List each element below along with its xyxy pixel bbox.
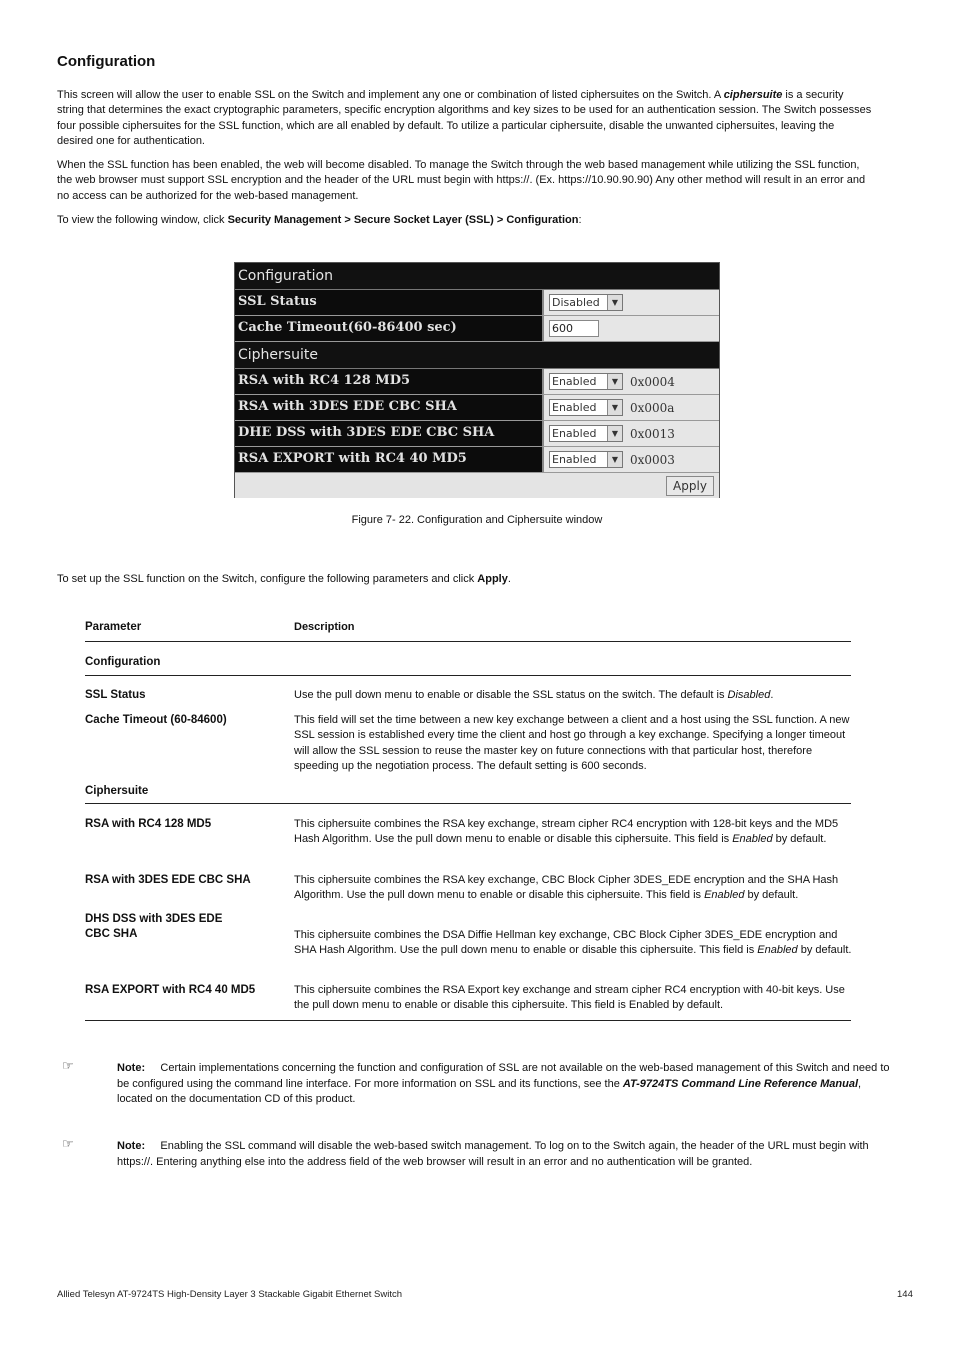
suite-row [235,447,719,473]
ssl-paragraph: When the SSL function has been enabled, the web will become disabled. To manage the Switch through the web based management while utilizing the SSL function, the web browser must support SSL encryption and the header of the URL must begin with https://. (Ex. https://10.90.90.90) Any other method will result in an error and no access can be authorized for the web-based management. [57,159,866,202]
page-number: 144 [897,1289,913,1300]
cache-timeout-input[interactable]: 600 [549,320,599,337]
suite-select[interactable]: Enabled ▼ [549,399,623,416]
term-ciphersuite: ciphersuite [723,89,783,101]
intro-paragraph: This screen will allow the user to enable SSL on the Switch and implement any one or combination of listed ciphersuites on the Switch. A ciphersuite is a security string that determines the exact cryptographic parameters, specific encryption algorithms and key sizes to be used for an authentication session. The Switch possesses four possible ciphersuites for the SSL function, which are all enabled by default. To utilize a particular ciphersuite, disable the unwanted ciphersuites, leaving the desired one for authentication. [57,89,872,147]
section-heading: Configuration [57,53,156,70]
suite-label: RSA EXPORT with RC4 40 MD5 [235,447,544,472]
ssl-configuration-window [234,262,720,498]
apply-button[interactable]: Apply [666,476,714,496]
navigation-paragraph: To view the following window, click Security Management > Secure Socket Layer (SSL) > Configuration: [57,214,582,226]
column-header-description: Description [294,621,355,633]
suite-select[interactable]: Enabled ▼ [549,425,623,442]
footer-title: Allied Telesyn AT-9724TS High-Density Layer 3 Stackable Gigabit Ethernet Switch [57,1289,402,1300]
suite-code: 0x0013 [630,426,675,441]
cache-timeout-row [235,316,719,342]
suite-label: RSA with 3DES EDE CBC SHA [235,395,544,420]
window-header-ciphersuite: Ciphersuite [235,342,719,369]
chevron-down-icon: ▼ [607,295,622,310]
ssl-status-select[interactable]: Disabled ▼ [549,294,623,311]
suite-code: 0x000a [630,400,675,415]
chevron-down-icon: ▼ [607,426,622,441]
document-page: Configuration This screen will allow the user to enable SSL on the Switch and implement any one or combination of listed ciphersuites on the Switch. A ciphersuite is a security string that determines the exact cryptographic parameters, specific encryption algorithms and key sizes to be used for an authentication session. The Switch possesses four possible ciphersuites for the SSL function, which are all enabled by default. To utilize a particular ciphersuite, disable the unwanted ciphersuites, leaving the desired one for authentication. When the SSL function has been enabled, the web will become disabled. To manage the Switch through the web based management while utilizing the SSL function, the web browser must support SSL encryption and the header of the URL must begin with https://. (Ex. https://10.90.90.90) Any other method will result in an error and no access can be authorized for the web-based management. To view the following window, click Security Management > Secure Socket Layer (SSL) > Configuration: Configuration SSL Status Disabled ▼ Cache Timeout(60-86400 sec) 600 Ciphersuite RSA with RC4 128 MD5 Enabled ▼ 0x0004 RSA with 3DES EDE CBC SHA Enabled ▼ 0x000a DHE DSS with 3DES EDE CBC SHA Enabled ▼ 0x0013 RSA EXPORT with RC4 40 MD5 Enabled ▼ 0x0003 Apply Figure 7- 22. Configuration and Ciphersuite window To set up the SSL function on the Switch, configure the following parameters and click Apply. Parameter Description Configuration SSL Status Use the pull down menu to enable or disable the SSL status on the switch. The default is Disabled. Cache Timeout (60-84600) This field will set the time between a new key exchange between a client and a host using the SSL function. A new SSL session is established every time the client and host go through a key exchange. Specifying a longer timeout will allow the SSL session to reuse the master key on future connections with that particular host, therefore speeding up the negotiation process. The default setting is 600 seconds. Ciphersuite RSA with RC4 128 MD5 This ciphersuite combines the RSA key exchange, stream cipher RC4 encryption with 128-bit keys and the MD5 Hash Algorithm. Use the pull down menu to enable or disable this ciphersuite. This field is Enabled by default. RSA with 3DES EDE CBC SHA This ciphersuite combines the RSA key exchange, CBC Block Cipher 3DES_EDE encryption and the SHA Hash Algorithm. Use the pull down menu to enable or disable this ciphersuite. This field is Enabled by default. DHS DSS with 3DES EDE CBC SHA This ciphersuite combines the DSA Diffie Hellman key exchange, CBC Block Cipher 3DES_EDE encryption and SHA Hash Algorithm. Use the pull down menu to enable or disable this ciphersuite. This field is Enabled by default. RSA EXPORT with RC4 40 MD5 This ciphersuite combines the RSA Export key exchange and stream cipher RC4 encryption with 40-bit keys. Use the pull down menu to enable or disable this ciphersuite. This field is Enabled by default. ☞ Note: Certain implementations concerning the function and configuration of SSL are not available on the web-based management of this Switch and need to be configured using the command line interface. For more information on SSL and its functions, see the AT-9724TS Command Line Reference Manual, located on the documentation CD of this product. ☞ Note: Enabling the SSL command will disable the web-based switch management. To log on to the Switch again, the header of the URL must begin with https://. Entering anything else into the address field of the web browser will result in an error and no authentication will be granted. Allied Telesyn AT-9724TS High-Density Layer 3 Stackable Gigabit Ethernet Switch 144 [0,0,954,1350]
column-header-parameter: Parameter [85,621,142,633]
suite-row [235,421,719,447]
suite-label: RSA with RC4 128 MD5 [235,369,544,394]
figure-caption: Figure 7- 22. Configuration and Ciphersuite window [351,514,603,526]
cache-timeout-label: Cache Timeout(60-86400 sec) [235,316,544,341]
divider [85,1020,851,1021]
note-hand-icon: ☞ [62,1058,74,1073]
window-header-configuration: Configuration [235,263,719,290]
suite-row [235,395,719,421]
suite-select[interactable]: Enabled ▼ [549,451,623,468]
suite-select[interactable]: Enabled ▼ [549,373,623,390]
suite-label: DHE DSS with 3DES EDE CBC SHA [235,421,544,446]
ssl-status-label: SSL Status [235,290,544,315]
chevron-down-icon: ▼ [607,400,622,415]
ssl-status-row [235,290,719,316]
chevron-down-icon: ▼ [607,374,622,389]
note-hand-icon: ☞ [62,1136,74,1151]
menu-path: Security Management > Secure Socket Layer (SSL) > Configuration [227,214,579,226]
suite-code: 0x0004 [630,374,675,389]
chevron-down-icon: ▼ [607,452,622,467]
divider [85,803,851,804]
divider [85,641,851,642]
setup-paragraph: To set up the SSL function on the Switch, configure the following parameters and click Apply. [57,573,511,585]
divider [85,675,851,676]
suite-code: 0x0003 [630,452,675,467]
suite-row [235,369,719,395]
